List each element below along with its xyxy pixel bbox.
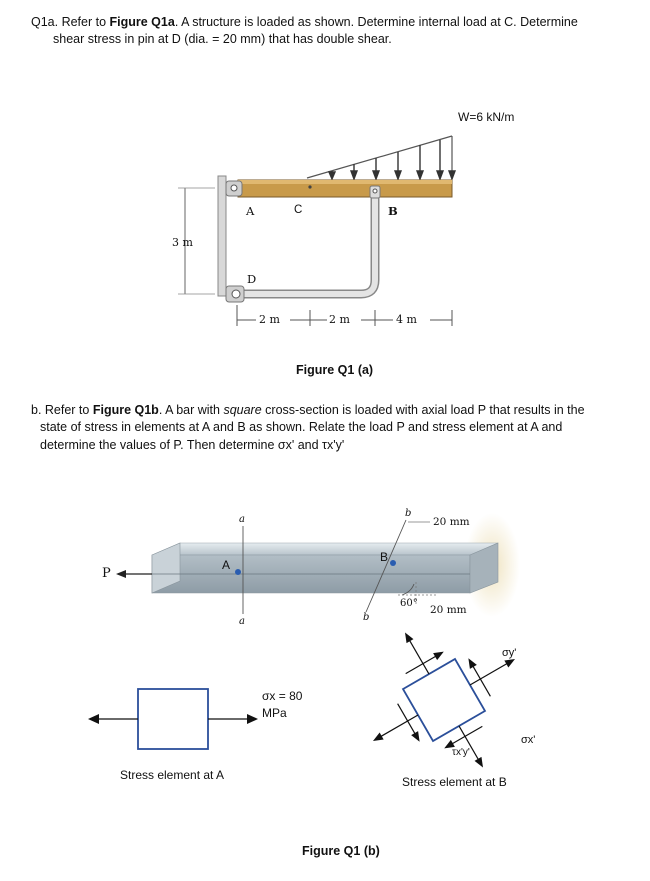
dim-label-2: 2 m	[329, 313, 350, 326]
stress-element-B-label: Stress element at B	[402, 775, 507, 789]
load-P-label: P	[102, 566, 111, 581]
sigma-y-prime-label: σy'	[502, 647, 517, 659]
sigma-x-unit: MPa	[262, 706, 287, 720]
sigma-x-value: σx = 80	[262, 689, 303, 703]
section-a-top-label: a	[239, 514, 245, 525]
section-b-bottom-label: b	[363, 612, 370, 623]
angle-label: 60°	[400, 598, 418, 609]
dim-label-1: 2 m	[259, 313, 280, 326]
point-D-label: D	[247, 272, 257, 286]
stress-element-A	[138, 689, 208, 749]
point-A-label: A	[222, 558, 231, 572]
point-B-label: B	[388, 204, 398, 218]
section-b-top-label: b	[405, 508, 412, 519]
bar-top-face	[152, 543, 498, 555]
figure-q1a-caption: Figure Q1 (a)	[296, 363, 374, 377]
load-label: W=6 kN/m	[458, 110, 515, 124]
section-a-bottom-label: a	[239, 616, 245, 627]
question-1b-line2: state of stress in elements at A and B as shown. Relate the load P and stress element at A and	[40, 420, 563, 434]
question-1a-line2: shear stress in pin at D (dia. = 20 mm) that has double shear.	[53, 32, 392, 46]
question-1b-line3: determine the values of P. Then determine σx' and τx'y'	[40, 438, 345, 452]
tau-prime-label: τx'y'	[452, 747, 470, 758]
dim-label-3: 4 m	[396, 313, 417, 326]
height-label: 3 m	[172, 236, 193, 249]
sigma-x-prime-label: σx'	[521, 734, 536, 746]
stress-element-A-label: Stress element at A	[120, 768, 225, 782]
question-1b-line1: b. Refer to Figure Q1b. A bar with square cross-section is loaded with axial load P that results in the	[31, 403, 585, 417]
figure-q1b-caption: Figure Q1 (b)	[302, 844, 380, 858]
dim-top-label: 20 mm	[433, 516, 470, 528]
question-1a-line1: Q1a. Refer to Figure Q1a. A structure is loaded as shown. Determine internal load at C. Determine	[31, 15, 578, 29]
point-A-marker	[235, 569, 241, 575]
figure-reference: Figure Q1b	[92, 403, 159, 417]
figure-reference: Figure Q1a	[109, 15, 175, 29]
point-B-marker	[390, 560, 396, 566]
point-A-label: A	[246, 204, 255, 218]
point-B-label: B	[380, 550, 389, 564]
point-C-label: C	[294, 204, 303, 216]
dim-side-label: 20 mm	[430, 604, 467, 616]
